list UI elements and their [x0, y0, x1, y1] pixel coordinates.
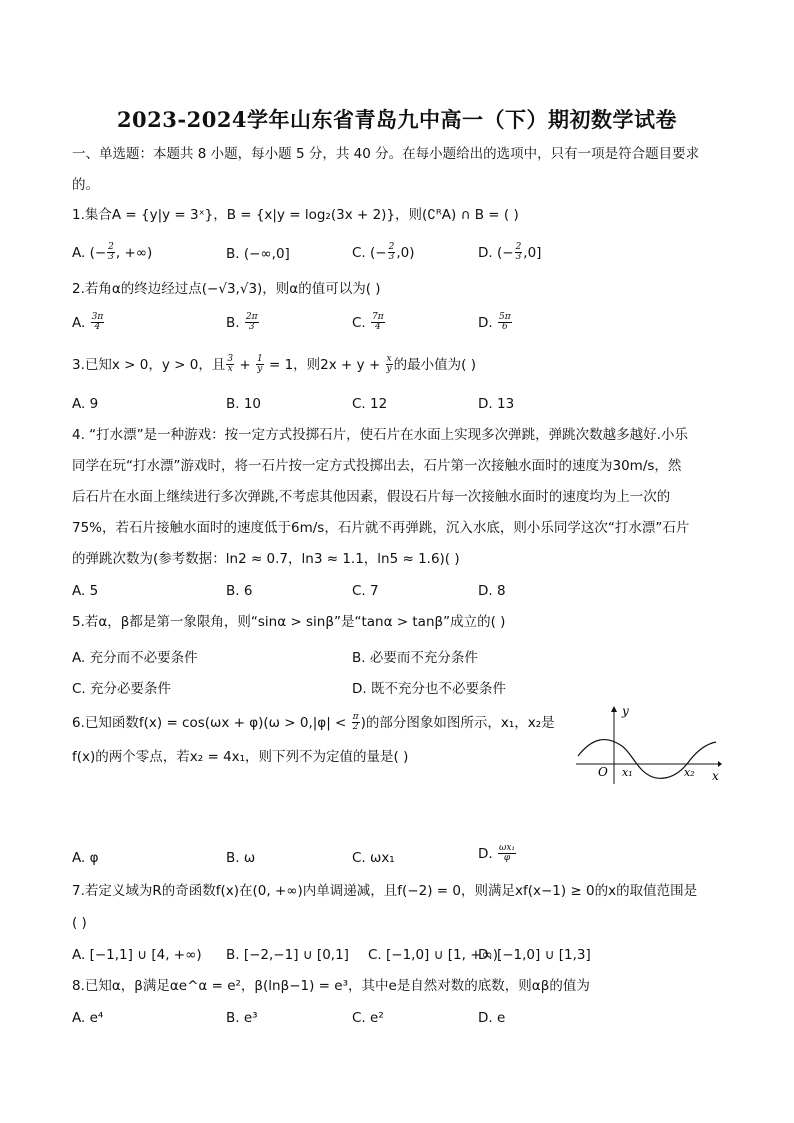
- q4-line-5: 的弹跳次数为(参考数据：ln2 ≈ 0.7，ln3 ≈ 1.1，ln5 ≈ 1.6)( ): [72, 551, 460, 567]
- q1-option-b: B. (−∞,0]: [226, 246, 290, 262]
- q5-option-b: B. 必要而不充分条件: [352, 650, 478, 666]
- q6-cosine-graph: [572, 704, 722, 786]
- q8-option-d: D. e: [478, 1010, 506, 1026]
- graph-label-y: y: [622, 704, 629, 718]
- q1-a-fraction: $\frac{2}{3}$: [108, 242, 114, 263]
- q7-option-a: A. [−1,1] ∪ [4, +∞): [72, 947, 202, 963]
- q4-line-4: 75%，若石片接触水面时的速度低于6m/s，石片就不再弹跳，沉入水底，则小乐同学这次“打水漂”石片: [72, 520, 690, 536]
- q3-option-a: A. 9: [72, 396, 99, 412]
- q4-line-1: 4. “打水漂”是一种游戏：按一定方式投掷石片，使石片在水面上实现多次弹跳，弹跳次数越多越好.小乐: [72, 427, 688, 443]
- q1-option-d: D. (− $\frac{2}{3}$ ,0]: [478, 242, 542, 263]
- q7-option-b: B. [−2,−1] ∪ [0,1]: [226, 947, 349, 963]
- q1-c-fraction: $\frac{2}{3}$: [388, 242, 395, 263]
- q7-option-c: C. [−1,0] ∪ [1, +∞): [368, 947, 499, 963]
- q7-stem-cont: ( ): [72, 915, 87, 931]
- q3-option-d: D. 13: [478, 396, 515, 412]
- graph-label-origin: O: [598, 765, 608, 779]
- q7-stem: 7.若定义域为R的奇函数f(x)在(0, +∞)内单调递减，且f(−2) = 0，则满足xf(x−1) ≥ 0的x的取值范围是: [72, 883, 698, 899]
- q6-stem-line-2: f(x)的两个零点，若x₂ = 4x₁，则下列不为定值的量是( ): [72, 749, 409, 765]
- page-title: 2023-2024学年山东省青岛九中高一（下）期初数学试卷: [116, 107, 678, 132]
- q6-option-a: A. φ: [72, 850, 99, 866]
- q2-option-d: D. $\frac{5\pi}{6}$: [478, 312, 511, 333]
- q6-option-d: D. $\frac{\text{ωx₁}}{\varphi}$: [478, 843, 516, 864]
- y-axis-arrow-icon: [611, 706, 617, 712]
- q7-option-d: D. [−1,0] ∪ [1,3]: [478, 947, 591, 963]
- q4-option-c: C. 7: [352, 583, 379, 599]
- q3-option-b: B. 10: [226, 396, 262, 412]
- q1-option-c: C. (− $\frac{2}{3}$ ,0): [352, 242, 415, 263]
- x-axis-arrow-icon: [718, 761, 722, 767]
- q5-option-c: C. 充分必要条件: [72, 681, 172, 697]
- section-header-cont: 的。: [72, 177, 99, 193]
- q6-stem: 6.已知函数f(x) = cos(ωx + φ)(ω > 0,|φ| < $\frac{\pi}{2}$ )的部分图象如图所示，x₁，x₂是: [72, 712, 555, 733]
- q5-option-d: D. 既不充分也不必要条件: [352, 681, 506, 697]
- q8-stem: 8.已知α，β满足αe^α = e²，β(lnβ−1) = e³，其中e是自然对数的底数，则αβ的值为: [72, 978, 590, 994]
- q8-option-c: C. e²: [352, 1010, 384, 1026]
- q1-d-fraction: $\frac{2}{3}$: [515, 242, 522, 263]
- q5-stem: 5.若α，β都是第一象限角，则“sinα > sinβ”是“tanα > tanβ”成立的( ): [72, 614, 506, 630]
- q4-line-2: 同学在玩“打水漂”游戏时，将一石片按一定方式投掷出去，石片第一次接触水面时的速度为30m/s，然: [72, 458, 682, 474]
- q2-option-b: B. $\frac{2\pi}{3}$: [226, 312, 258, 333]
- q3-option-c: C. 12: [352, 396, 388, 412]
- q8-option-b: B. e³: [226, 1010, 258, 1026]
- q8-option-a: A. e⁴: [72, 1010, 104, 1026]
- q2-option-c: C. $\frac{7\pi}{4}$: [352, 312, 384, 333]
- graph-label-x2: x₂: [684, 766, 695, 779]
- q5-option-a: A. 充分而不必要条件: [72, 650, 198, 666]
- graph-label-x: x: [712, 769, 719, 783]
- q1-option-a: A. (− $\frac{2}{3}$ , +∞): [72, 242, 153, 263]
- graph-label-x1: x₁: [622, 766, 633, 779]
- q4-line-3: 后石片在水面上继续进行多次弹跳,不考虑其他因素，假设石片每一次接触水面时的速度均为上一次的: [72, 489, 671, 505]
- q6-option-c: C. ωx₁: [352, 850, 395, 866]
- q4-option-a: A. 5: [72, 583, 99, 599]
- q4-option-d: D. 8: [478, 583, 506, 599]
- q4-option-b: B. 6: [226, 583, 253, 599]
- q3-stem: 3.已知x > 0，y > 0，且 $\frac{3}{x}$ + $\frac{1}{y}$ = 1，则2x + y + $\frac{x}{y}$ 的最小值为( ): [72, 354, 476, 375]
- section-header: 一、单选题：本题共 8 小题，每小题 5 分，共 40 分。在每小题给出的选项中，只有一项是符合题目要求: [72, 146, 700, 162]
- q6-option-b: B. ω: [226, 850, 256, 866]
- q2-stem: 2.若角α的终边经过点(−√3,√3)，则α的值可以为( ): [72, 281, 381, 297]
- q1-stem: 1.集合A = {y|y = 3ˣ}，B = {x|y = log₂(3x + 2)}，则(∁ᴿA) ∩ B = ( ): [72, 207, 519, 223]
- q2-option-a: A. $\frac{3\pi}{4}$: [72, 312, 104, 333]
